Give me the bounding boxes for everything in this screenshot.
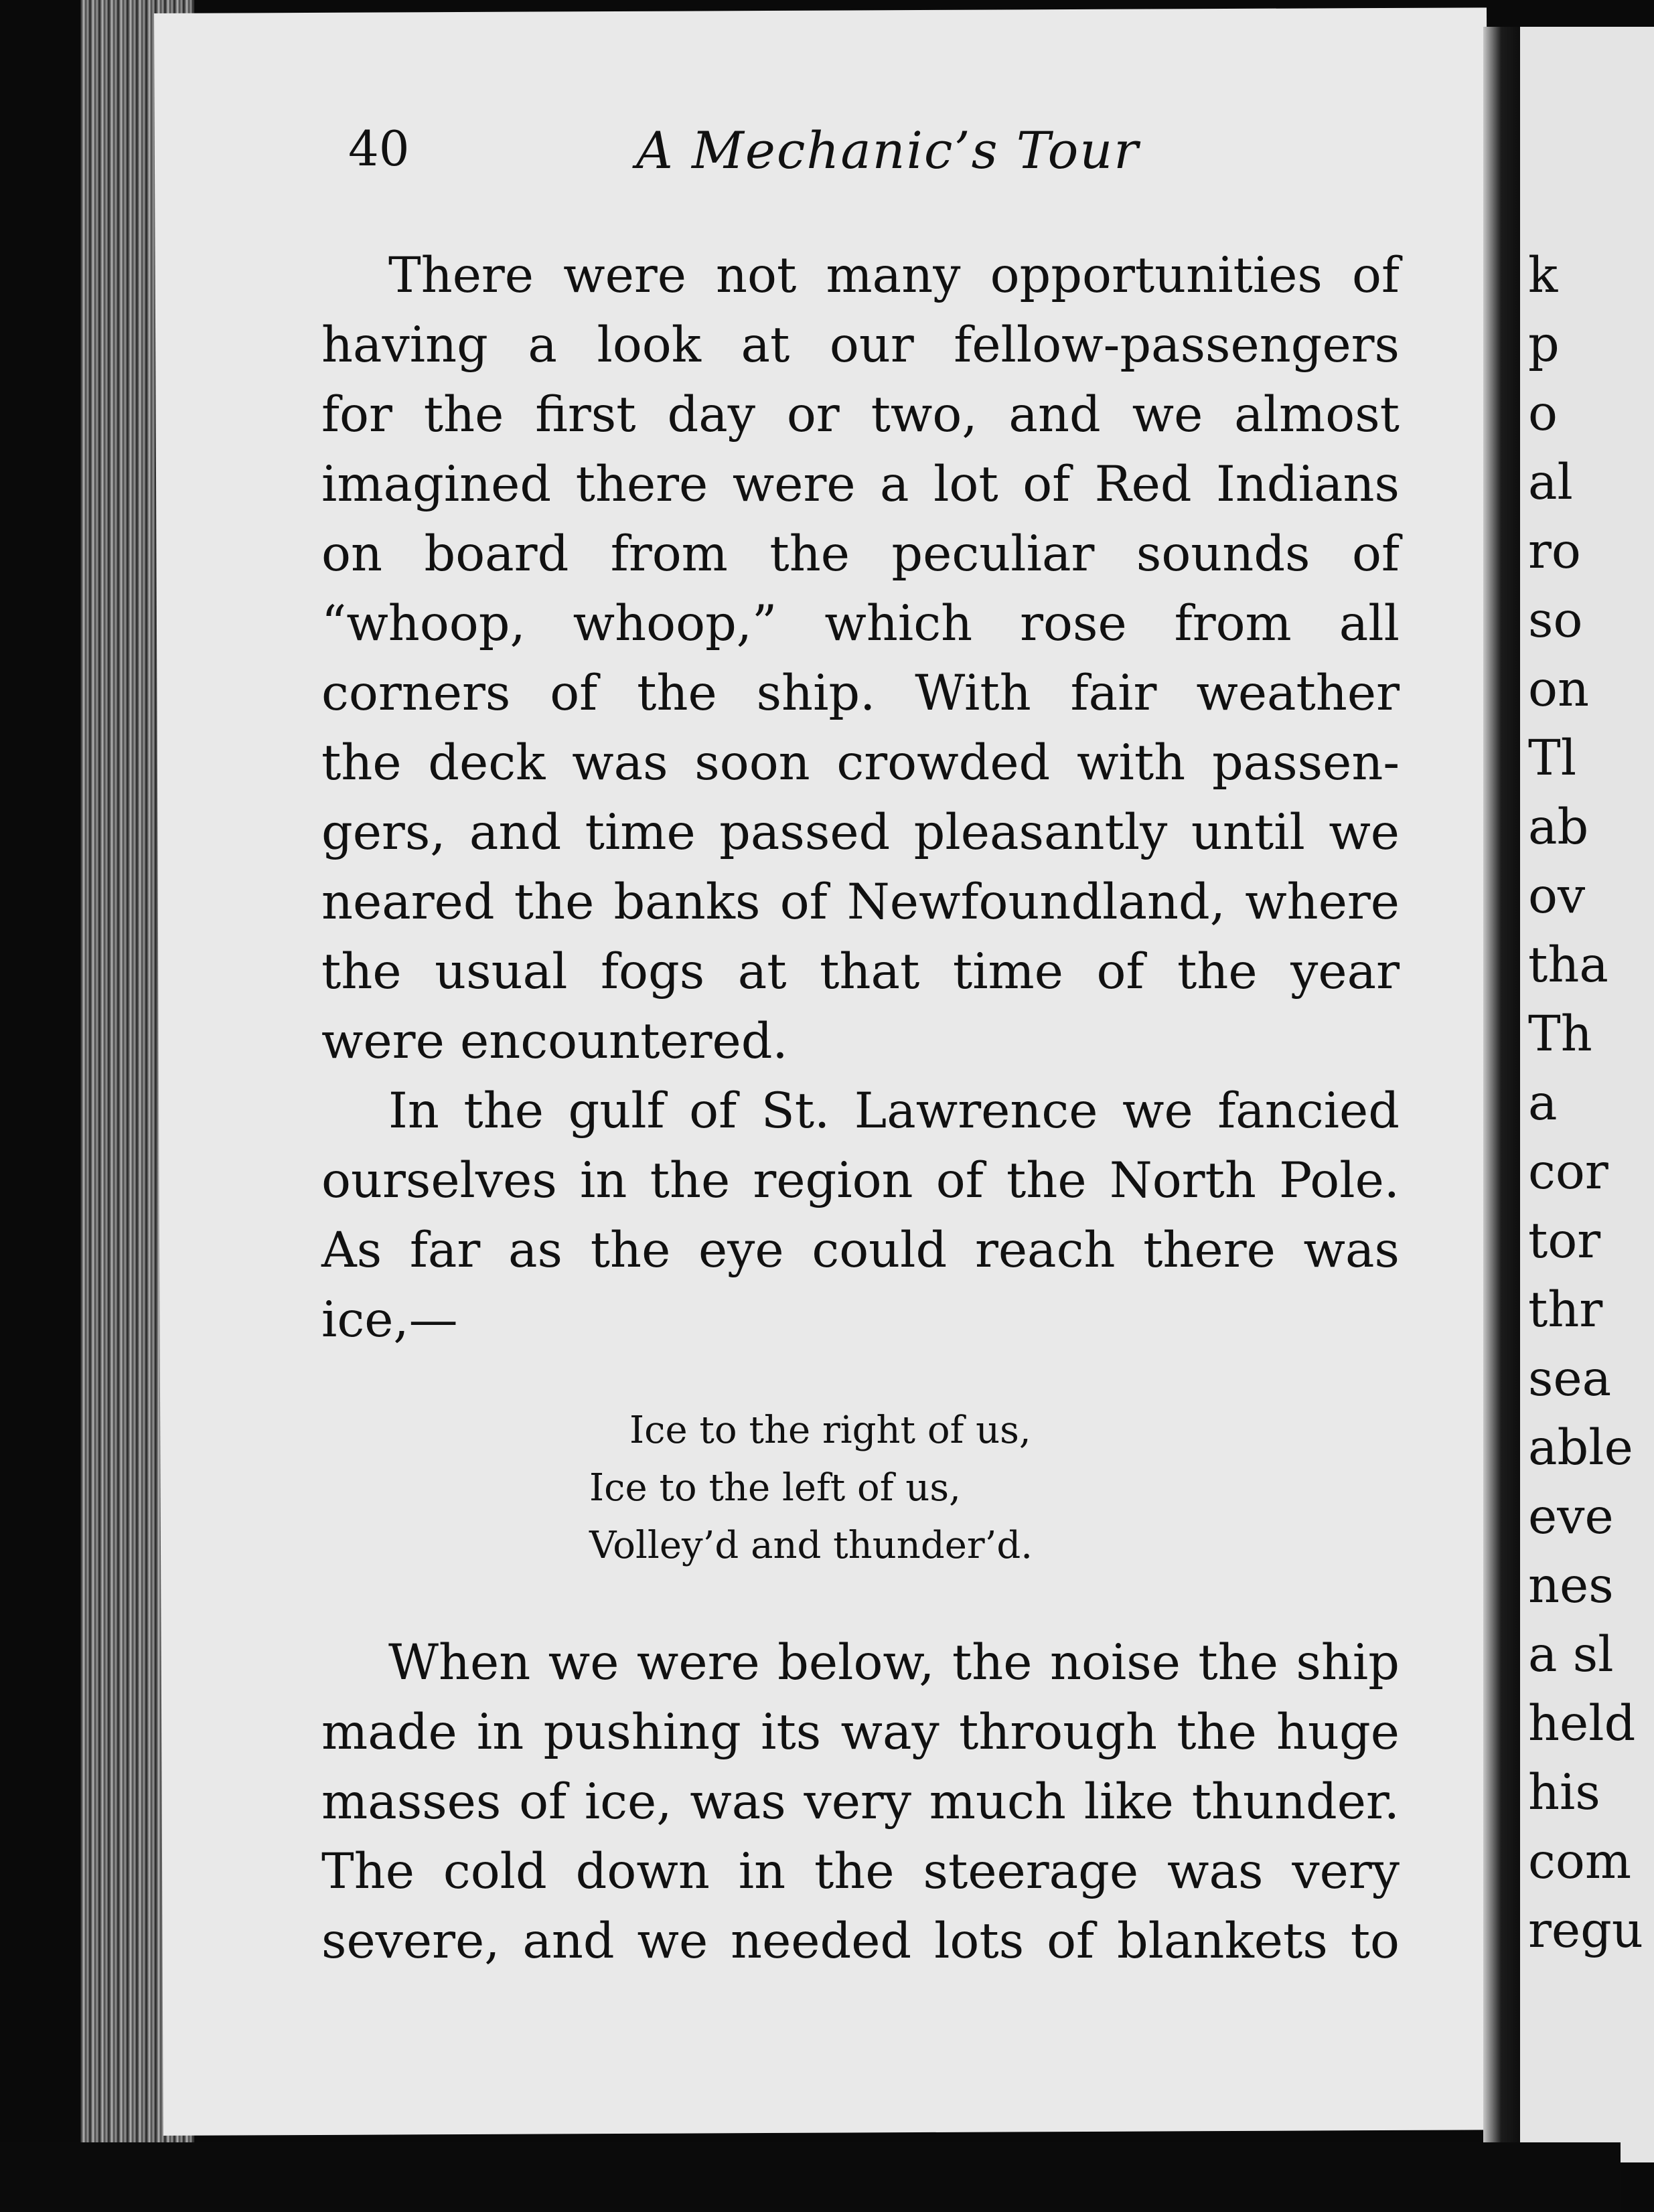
- fragment-line: ov: [1528, 868, 1586, 925]
- fragment-line: sea: [1528, 1350, 1612, 1407]
- fragment-line: eve: [1528, 1488, 1614, 1545]
- verse-line: Ice to the left of us,: [589, 1466, 961, 1510]
- running-head: A Mechanic’s Tour: [636, 121, 1140, 180]
- text-line: As far as the eye could reach there was: [321, 1222, 1400, 1279]
- gutter-shadow: [1483, 27, 1523, 2142]
- text-line: When we were below, the noise the ship: [388, 1634, 1400, 1691]
- fragment-line: Tl: [1528, 730, 1577, 787]
- text-line: having a look at our fellow-passengers: [321, 317, 1400, 374]
- paragraph-3: [321, 1628, 1400, 1976]
- fragment-line: ro: [1528, 523, 1581, 580]
- text-line: “whoop, whoop,” which rose from all: [321, 595, 1400, 652]
- fragment-line: tor: [1528, 1212, 1601, 1269]
- text-line: imagined there were a lot of Red Indians: [321, 456, 1400, 513]
- text-line: severe, and we needed lots of blankets to: [321, 1913, 1400, 1970]
- bottom-scan-border: [0, 2142, 1621, 2212]
- text-line: neared the banks of Newfoundland, where: [321, 874, 1400, 931]
- fragment-line: al: [1528, 454, 1573, 511]
- text-line: gers, and time passed pleasantly until we: [321, 804, 1400, 861]
- text-line: the deck was soon crowded with passen-: [321, 734, 1400, 791]
- text-line: ice,—: [321, 1291, 458, 1348]
- text-line: ourselves in the region of the North Pole.: [321, 1152, 1400, 1209]
- text-line: masses of ice, was very much like thunder.: [321, 1773, 1400, 1830]
- fragment-line: tha: [1528, 937, 1608, 994]
- fragment-line: ab: [1528, 799, 1589, 856]
- paragraph-2: [321, 1077, 1400, 1355]
- paragraph-1: [321, 241, 1400, 1077]
- text-line: the usual fogs at that time of the year: [321, 943, 1400, 1000]
- fragment-line: held: [1528, 1695, 1636, 1752]
- verse-quotation: [589, 1402, 1400, 1575]
- fragment-line: Th: [1528, 1006, 1592, 1062]
- fragment-line: cor: [1528, 1143, 1608, 1200]
- fragment-line: com: [1528, 1833, 1632, 1890]
- body-text: [321, 241, 1400, 1976]
- text-line: The cold down in the steerage was very: [321, 1843, 1400, 1900]
- text-line: for the first day or two, and we almost: [321, 386, 1400, 443]
- fragment-line: o: [1528, 385, 1558, 442]
- right-page-text-fragments: [1528, 241, 1643, 1965]
- verse-line: Volley’d and thunder’d.: [589, 1524, 1033, 1567]
- page-header: [348, 121, 1353, 187]
- fragment-line: able: [1528, 1419, 1633, 1476]
- text-line: on board from the peculiar sounds of: [321, 526, 1400, 582]
- fragment-line: k: [1528, 247, 1558, 304]
- fragment-line: a: [1528, 1075, 1558, 1131]
- text-line: There were not many opportunities of: [388, 247, 1400, 304]
- text-line: In the gulf of St. Lawrence we fancied: [388, 1083, 1400, 1139]
- fragment-line: on: [1528, 661, 1589, 718]
- text-line: corners of the ship. With fair weather: [321, 665, 1400, 722]
- fragment-line: his: [1528, 1764, 1600, 1821]
- fragment-line: thr: [1528, 1281, 1603, 1338]
- page-number: 40: [348, 121, 410, 177]
- text-line: were encountered.: [321, 1013, 788, 1070]
- fragment-line: a sl: [1528, 1626, 1614, 1683]
- fragment-line: regu: [1528, 1902, 1643, 1959]
- text-line: made in pushing its way through the huge: [321, 1704, 1400, 1761]
- fragment-line: p: [1528, 316, 1560, 373]
- verse-line: Ice to the right of us,: [629, 1409, 1031, 1452]
- fragment-line: so: [1528, 592, 1583, 649]
- fragment-line: nes: [1528, 1557, 1614, 1614]
